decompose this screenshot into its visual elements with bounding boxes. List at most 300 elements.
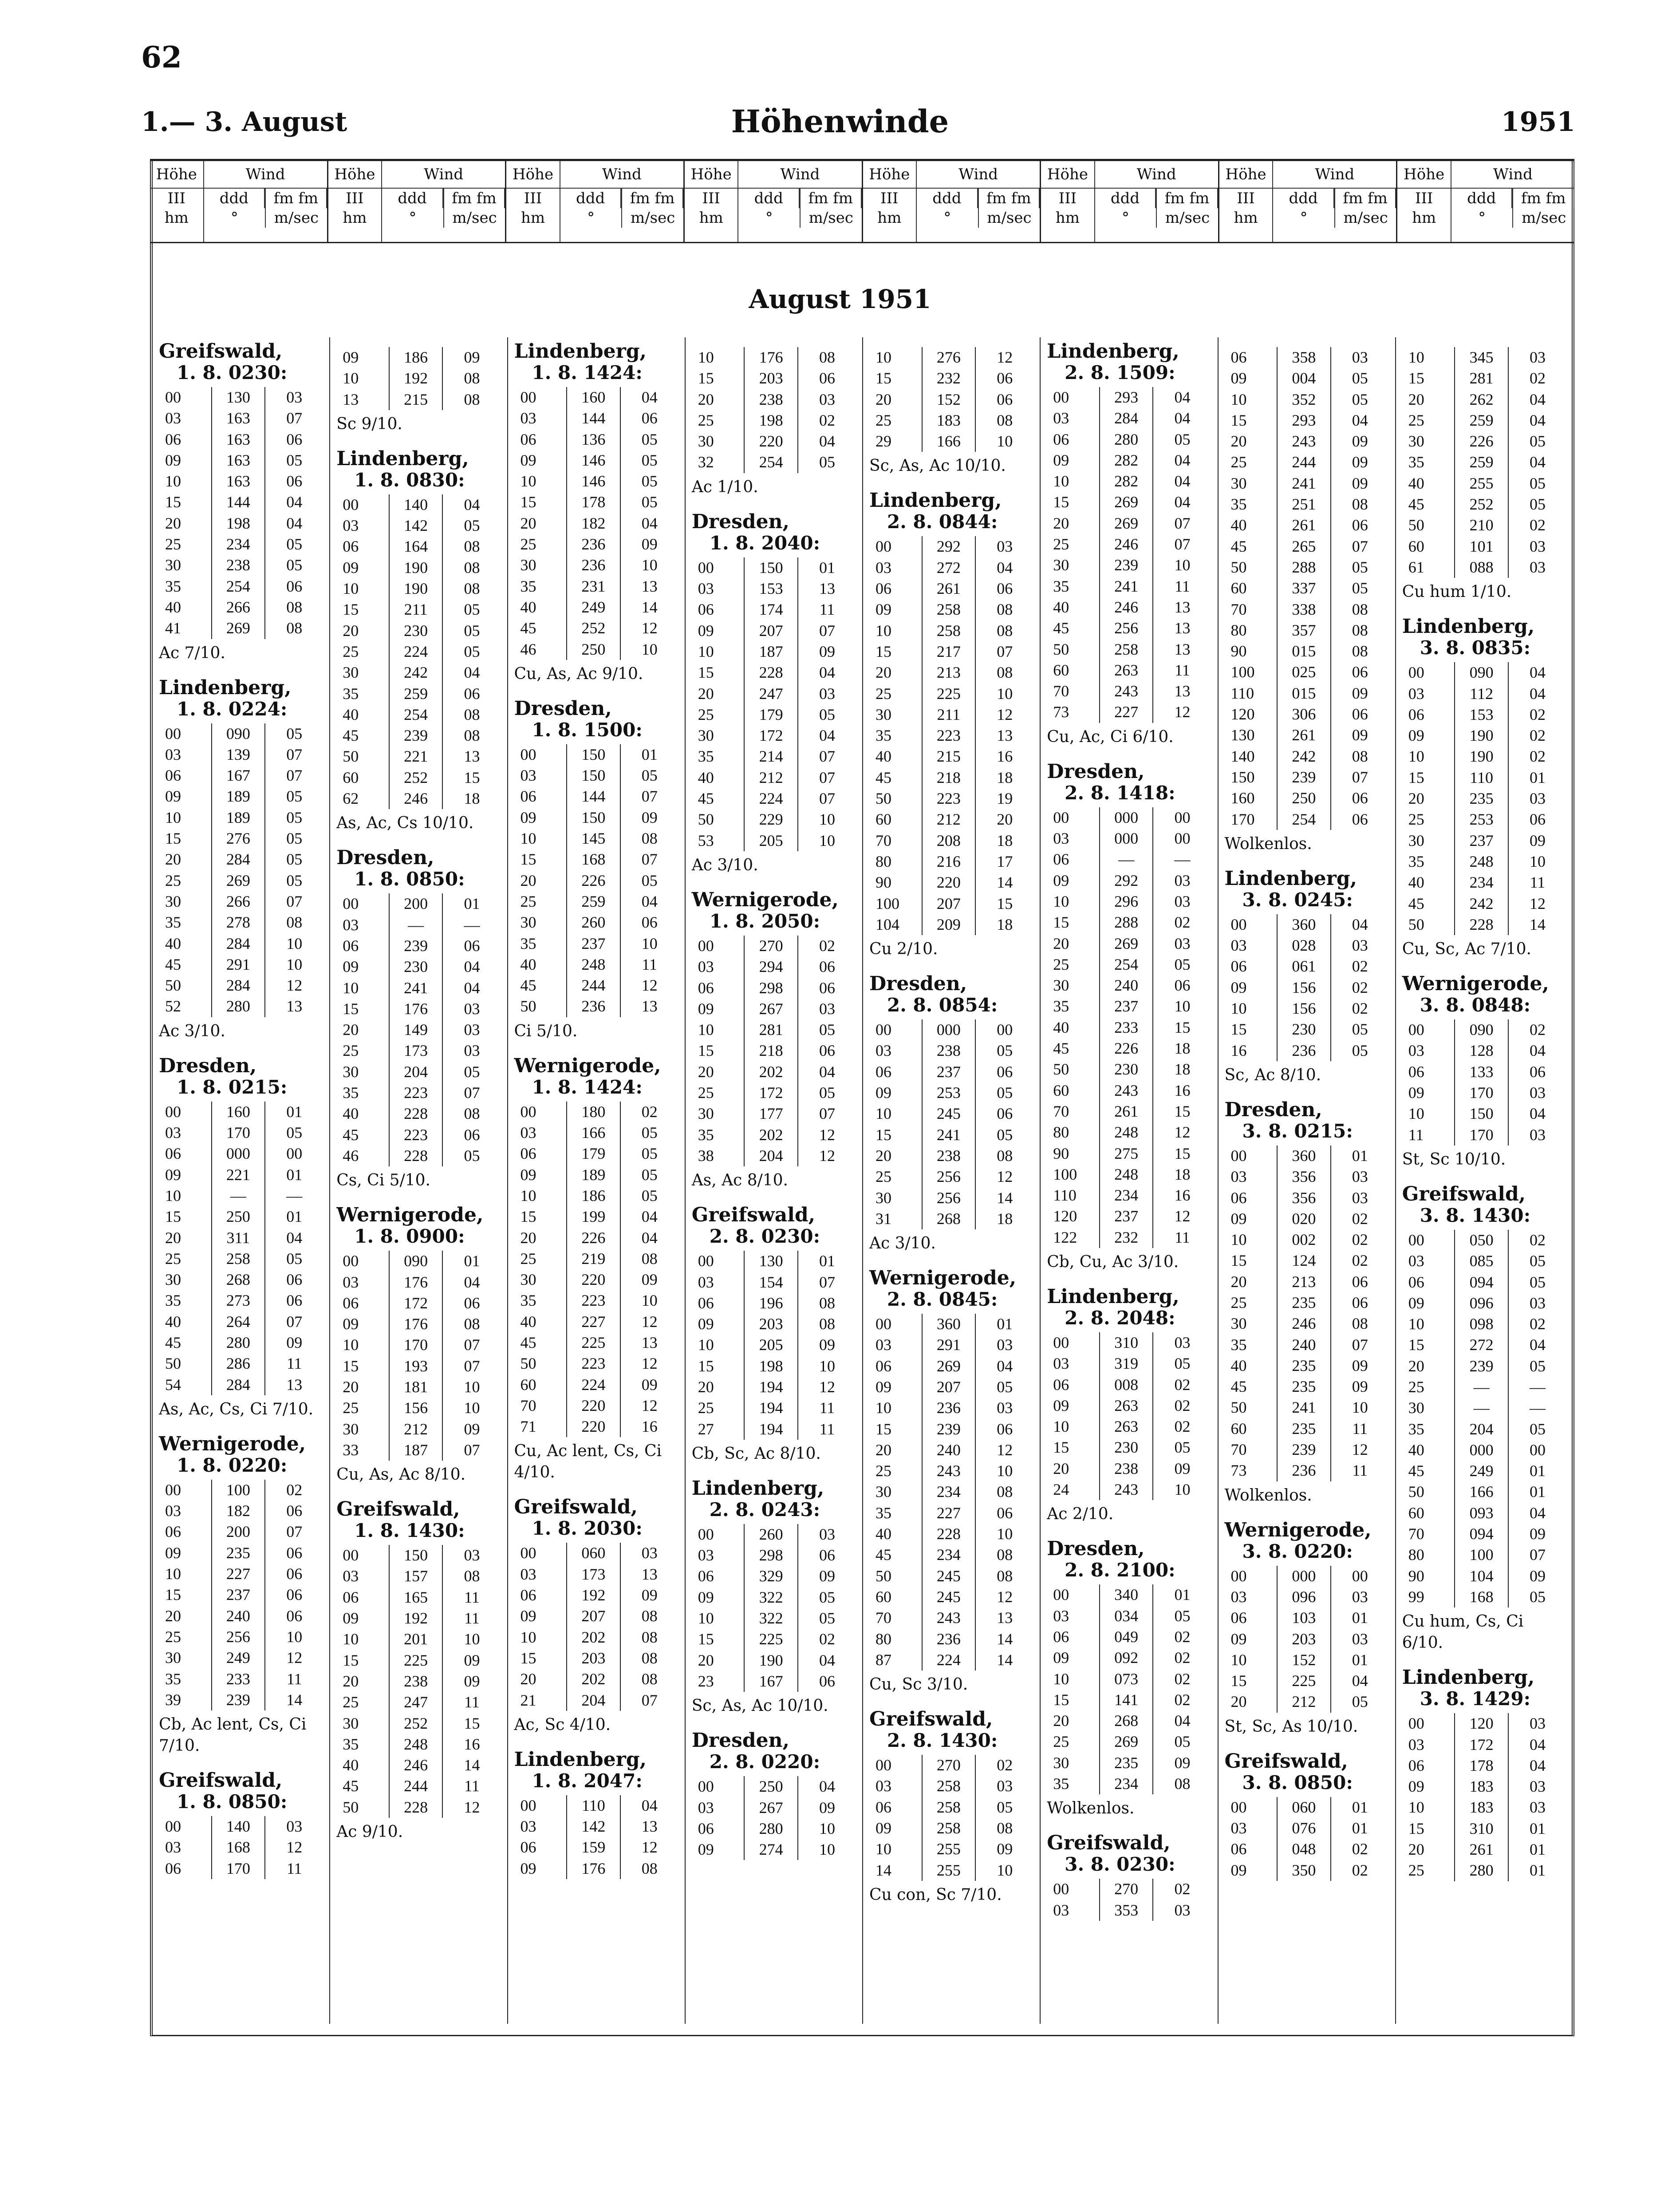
direction-cell: 221 <box>389 746 443 767</box>
height-cell: 50 <box>520 1355 536 1373</box>
table-row <box>336 746 501 767</box>
direction-cell: 230 <box>1099 1059 1153 1080</box>
table-row <box>869 830 1033 851</box>
station-name: Wernigerode, <box>159 1432 306 1455</box>
speed-cell: 03 <box>1352 1630 1368 1648</box>
direction-cell: 167 <box>211 765 265 786</box>
speed-cell: 03 <box>1529 790 1546 808</box>
height-cell: 40 <box>165 1312 181 1331</box>
height-cell: 06 <box>520 1838 536 1856</box>
height-cell: 35 <box>1053 1775 1069 1793</box>
height-label: Höhe <box>506 165 560 189</box>
speed-cell: 07 <box>641 1691 658 1709</box>
table-row <box>336 368 501 389</box>
speed-header <box>979 189 1040 228</box>
height-cell: 15 <box>698 369 714 387</box>
direction-cell: 189 <box>211 807 265 828</box>
height-cell: 45 <box>1408 894 1424 912</box>
direction-cell: 176 <box>389 1272 443 1293</box>
height-cell: 00 <box>1230 1146 1247 1165</box>
speed-cell: 02 <box>1352 999 1368 1018</box>
height-cell: 09 <box>343 958 359 976</box>
speed-cell: 04 <box>1352 1672 1368 1690</box>
speed-cell: 06 <box>286 1586 303 1604</box>
speed-cell: 04 <box>641 892 658 910</box>
height-cell: 20 <box>1408 390 1424 408</box>
direction-unit: ° <box>943 209 951 227</box>
direction-cell: 142 <box>389 515 443 536</box>
height-cell: 39 <box>165 1690 181 1709</box>
observation-time: 1. 8. 1424: <box>532 362 643 383</box>
table-row <box>159 1248 323 1269</box>
height-cell: 35 <box>1230 495 1247 513</box>
speed-cell: 06 <box>286 1291 303 1310</box>
speed-cell: 05 <box>464 1146 480 1165</box>
direction-cell: 061 <box>1277 956 1331 977</box>
table-row <box>1047 807 1211 828</box>
height-cell: 20 <box>165 514 181 532</box>
speed-cell: 15 <box>1174 1144 1191 1162</box>
height-cell: 15 <box>1053 493 1069 511</box>
direction-cell: 220 <box>566 1416 620 1437</box>
table-row <box>159 975 323 996</box>
direction-cell: 230 <box>389 956 443 977</box>
speed-cell: 05 <box>997 1126 1013 1144</box>
speed-cell: 08 <box>1352 642 1368 660</box>
direction-cell: 015 <box>1277 683 1331 704</box>
height-cell: 45 <box>875 1546 891 1564</box>
direction-cell: 164 <box>389 536 443 557</box>
direction-cell: 261 <box>1454 1839 1508 1860</box>
direction-cell: 098 <box>1454 1314 1508 1335</box>
speed-cell: 08 <box>997 600 1013 619</box>
table-row <box>514 408 678 429</box>
table-row <box>1047 660 1211 681</box>
speed-cell: 00 <box>1174 829 1191 848</box>
speed-cell: 02 <box>1352 1840 1368 1858</box>
speed-cell: 06 <box>997 580 1013 598</box>
height-cell: 25 <box>875 1462 891 1480</box>
direction-header <box>738 189 801 228</box>
table-row <box>336 1019 501 1040</box>
speed-cell: 06 <box>464 684 480 703</box>
speed-cell: 01 <box>1352 1651 1368 1669</box>
height-header <box>150 161 204 242</box>
height-cell: 00 <box>698 936 714 955</box>
direction-cell: 235 <box>1277 1376 1331 1397</box>
observation-time: 3. 8. 0220: <box>1242 1540 1353 1562</box>
direction-cell: 247 <box>744 683 798 704</box>
direction-cell: 220 <box>566 1269 620 1290</box>
direction-cell: — <box>389 915 443 936</box>
direction-cell: 360 <box>1277 914 1331 935</box>
direction-cell: 128 <box>1454 1040 1508 1061</box>
speed-cell: 04 <box>1174 451 1191 469</box>
direction-cell: 144 <box>566 786 620 807</box>
table-row <box>159 387 323 408</box>
height-cell: 10 <box>343 1336 359 1354</box>
speed-cell: 05 <box>641 766 658 785</box>
height-cell: 00 <box>875 1756 891 1774</box>
table-row <box>692 1377 856 1398</box>
table-row <box>514 387 678 408</box>
table-row <box>869 1629 1033 1650</box>
direction-cell: 269 <box>1099 933 1153 954</box>
height-cell: 09 <box>1230 1209 1247 1228</box>
direction-cell: 170 <box>211 1858 265 1879</box>
table-row <box>1225 683 1389 704</box>
table-row <box>1047 492 1211 513</box>
table-row <box>869 1209 1033 1229</box>
direction-cell: 189 <box>566 1165 620 1185</box>
table-row <box>514 1858 678 1879</box>
speed-cell: 05 <box>464 621 480 640</box>
direction-cell: 177 <box>744 1103 798 1124</box>
height-cell: 06 <box>1230 1840 1247 1858</box>
speed-cell: — <box>1174 850 1191 869</box>
direction-label: ddd <box>738 189 800 208</box>
direction-cell: 236 <box>566 555 620 576</box>
direction-header <box>560 189 623 228</box>
table-row <box>692 1524 856 1545</box>
speed-cell: 01 <box>1352 1819 1368 1837</box>
table-row <box>1402 1860 1566 1881</box>
speed-cell: 02 <box>1352 1209 1368 1228</box>
height-cell: 03 <box>875 1777 891 1795</box>
direction-cell: 340 <box>1099 1584 1153 1605</box>
height-cell: 100 <box>875 894 899 912</box>
direction-cell: 239 <box>389 936 443 956</box>
table-row <box>514 1564 678 1585</box>
height-cell: 46 <box>520 640 536 658</box>
direction-cell: 238 <box>922 1145 976 1166</box>
table-row <box>336 1545 501 1566</box>
table-row <box>336 1082 501 1103</box>
direction-cell: 224 <box>566 1374 620 1395</box>
height-cell: 30 <box>520 556 536 574</box>
height-label: Höhe <box>150 165 203 189</box>
speed-cell: 07 <box>464 1441 480 1459</box>
direction-cell: 209 <box>922 914 976 935</box>
direction-cell: 226 <box>1454 431 1508 452</box>
table-row <box>1047 1606 1211 1627</box>
direction-cell: 235 <box>1454 788 1508 809</box>
table-row <box>336 347 501 368</box>
speed-cell: 04 <box>641 1208 658 1226</box>
height-cell: 03 <box>1053 1901 1069 1919</box>
height-cell: 30 <box>1053 556 1069 574</box>
height-cell: 30 <box>1408 1399 1424 1417</box>
height-cell: 15 <box>698 664 714 682</box>
table-row <box>159 1311 323 1332</box>
header-group <box>1041 161 1219 242</box>
table-row <box>159 828 323 849</box>
table-row <box>1225 1376 1389 1397</box>
speed-cell: 09 <box>1352 474 1368 492</box>
table-row <box>1225 515 1389 536</box>
height-cell: 122 <box>1053 1228 1077 1246</box>
direction-cell: 234 <box>922 1544 976 1565</box>
height-cell: 45 <box>165 1333 181 1351</box>
table-row <box>1402 1544 1566 1565</box>
direction-cell: 284 <box>211 1374 265 1395</box>
height-cell: 25 <box>165 1627 181 1646</box>
speed-cell: 03 <box>286 388 303 406</box>
height-cell: 03 <box>698 580 714 598</box>
table-row <box>336 662 501 683</box>
direction-cell: 230 <box>1277 1019 1331 1040</box>
direction-cell: 180 <box>566 1102 620 1122</box>
table-row <box>159 912 323 933</box>
table-row <box>692 999 856 1019</box>
direction-cell: 232 <box>922 368 976 389</box>
direction-cell: 242 <box>1454 893 1508 914</box>
speed-cell: 01 <box>1529 768 1546 786</box>
direction-cell: 101 <box>1454 536 1508 557</box>
cloud-note: Ac 2/10. <box>1047 1505 1114 1524</box>
table-row <box>336 1398 501 1418</box>
height-cell: 15 <box>165 493 181 511</box>
table-row <box>692 599 856 620</box>
height-cell: 25 <box>1230 1293 1247 1311</box>
height-cell: 10 <box>698 642 714 660</box>
height-cell: 13 <box>343 390 359 408</box>
height-cell: 40 <box>1053 1018 1069 1036</box>
direction-cell: 176 <box>389 999 443 1019</box>
height-cell: 00 <box>875 1021 891 1039</box>
direction-cell: 265 <box>1277 536 1331 557</box>
table-row <box>692 1419 856 1440</box>
direction-cell: 280 <box>211 1332 265 1353</box>
speed-cell: 13 <box>286 997 303 1015</box>
table-row <box>1047 1731 1211 1752</box>
height-cell: 20 <box>698 684 714 703</box>
height-cell: 10 <box>1408 1798 1424 1817</box>
speed-cell: 05 <box>641 451 658 469</box>
table-row <box>1402 1755 1566 1776</box>
table-row <box>1402 830 1566 851</box>
height-cell: 00 <box>1408 664 1424 682</box>
wind-header <box>382 161 505 242</box>
height-cell: 30 <box>165 1271 181 1289</box>
table-row <box>869 704 1033 725</box>
speed-cell: 07 <box>286 745 303 763</box>
height-cell: 03 <box>165 745 181 763</box>
direction-cell: 215 <box>389 389 443 410</box>
speed-unit: m/sec <box>1165 209 1210 227</box>
direction-cell: 207 <box>744 620 798 641</box>
speed-cell: 01 <box>464 895 480 913</box>
height-cell: 06 <box>520 787 536 806</box>
speed-cell: 10 <box>464 1399 480 1417</box>
speed-cell: 10 <box>819 1840 835 1859</box>
direction-cell: 190 <box>389 578 443 599</box>
direction-cell: 144 <box>566 408 620 429</box>
speed-cell: 05 <box>641 1145 658 1163</box>
station-name: Wernigerode, <box>1224 1518 1372 1541</box>
speed-cell: 04 <box>1174 493 1191 511</box>
speed-cell: 04 <box>641 1796 658 1814</box>
direction-cell: 256 <box>211 1627 265 1647</box>
table-row <box>1047 1627 1211 1647</box>
height-cell: 09 <box>520 451 536 469</box>
height-cell: 15 <box>520 850 536 869</box>
table-row <box>869 1082 1033 1103</box>
height-cell: 32 <box>698 453 714 471</box>
speed-cell: 04 <box>819 664 835 682</box>
direction-cell: 090 <box>389 1251 443 1272</box>
table-row <box>159 597 323 618</box>
speed-cell: 04 <box>1529 390 1546 408</box>
direction-cell: 202 <box>744 1125 798 1145</box>
direction-cell: 000 <box>1099 828 1153 849</box>
direction-cell: 204 <box>744 1145 798 1166</box>
table-row <box>1225 1566 1389 1587</box>
height-cell: 00 <box>1053 1333 1069 1351</box>
speed-cell: 18 <box>1174 1039 1191 1058</box>
table-row <box>1402 1713 1566 1734</box>
direction-unit: ° <box>409 209 417 227</box>
month-heading: August 1951 <box>749 284 931 314</box>
direction-cell: 227 <box>1099 702 1153 723</box>
table-row <box>869 1503 1033 1524</box>
direction-cell: 252 <box>1454 494 1508 515</box>
direction-cell: 181 <box>389 1377 443 1398</box>
direction-cell: 136 <box>566 429 620 450</box>
table-row <box>692 431 856 452</box>
table-row <box>336 1062 501 1082</box>
height-cell: 06 <box>1230 348 1247 366</box>
direction-cell: 270 <box>922 1755 976 1776</box>
speed-cell: 07 <box>286 892 303 910</box>
height-cell: 06 <box>343 936 359 955</box>
speed-cell: 05 <box>286 724 303 742</box>
cloud-note: Cu, As, Ac 8/10. <box>336 1465 466 1484</box>
table-row <box>1225 578 1389 599</box>
table-row <box>869 1188 1033 1209</box>
table-row <box>869 536 1033 557</box>
speed-cell: 05 <box>1174 1607 1191 1625</box>
cloud-note: Cb, Ac lent, Cs, Ci 7/10. <box>159 1715 307 1755</box>
speed-cell: 05 <box>819 1609 835 1627</box>
direction-cell: 150 <box>1454 1103 1508 1124</box>
height-cell: 30 <box>165 556 181 574</box>
table-row <box>869 431 1033 452</box>
observation-time: 2. 8. 0845: <box>887 1288 998 1311</box>
speed-cell: 11 <box>1175 577 1190 595</box>
direction-cell: 239 <box>1277 767 1331 788</box>
table-row <box>692 1839 856 1860</box>
direction-cell: 224 <box>744 788 798 809</box>
table-row <box>1047 1185 1211 1206</box>
table-row <box>1225 1397 1389 1418</box>
speed-cell: 10 <box>997 432 1013 450</box>
table-row <box>1047 1395 1211 1416</box>
speed-cell: — <box>464 916 480 934</box>
table-row <box>1225 1607 1389 1628</box>
direction-cell: 146 <box>566 471 620 492</box>
speed-cell: 02 <box>1529 369 1546 387</box>
table-row <box>869 1356 1033 1377</box>
speed-cell: 18 <box>997 768 1013 786</box>
speed-cell: 07 <box>464 1336 480 1354</box>
speed-cell: 04 <box>1174 1712 1191 1730</box>
height-cell: 10 <box>343 1630 359 1648</box>
speed-cell: 07 <box>1352 1335 1368 1354</box>
height-cell: 15 <box>698 1630 714 1648</box>
speed-cell: 04 <box>286 514 303 532</box>
height-cell: 15 <box>698 1042 714 1060</box>
speed-cell: 12 <box>641 976 658 995</box>
speed-cell: 06 <box>1352 516 1368 534</box>
speed-cell: 12 <box>819 1146 835 1165</box>
direction-cell: 028 <box>1277 935 1331 956</box>
height-cell: 99 <box>1408 1588 1424 1606</box>
table-row <box>869 1818 1033 1839</box>
height-cell: 25 <box>520 892 536 910</box>
speed-cell: 02 <box>1352 1252 1368 1270</box>
direction-cell: 174 <box>744 599 798 620</box>
table-row <box>692 410 856 431</box>
direction-cell: 267 <box>744 1797 798 1818</box>
speed-cell: 09 <box>641 535 658 553</box>
height-cell: 45 <box>520 1333 536 1351</box>
height-cell: 87 <box>875 1651 891 1669</box>
direction-cell: 223 <box>566 1353 620 1374</box>
direction-unit: ° <box>765 209 773 227</box>
direction-cell: 280 <box>1454 1860 1508 1881</box>
height-cell: 03 <box>343 1567 359 1585</box>
speed-cell: 03 <box>997 1777 1013 1795</box>
table-row <box>1402 1797 1566 1818</box>
height-cell: 03 <box>165 1838 181 1856</box>
height-cell: 03 <box>165 1124 181 1142</box>
speed-cell: 14 <box>997 1630 1013 1648</box>
speed-cell: 10 <box>641 640 658 658</box>
speed-cell: 11 <box>1175 661 1190 679</box>
direction-cell: 015 <box>1277 641 1331 662</box>
table-row <box>336 683 501 704</box>
height-cell: 15 <box>520 1208 536 1226</box>
direction-cell: 281 <box>1454 368 1508 389</box>
direction-cell: 245 <box>922 1587 976 1607</box>
speed-cell: 03 <box>1529 1798 1546 1817</box>
speed-cell: 12 <box>641 1396 658 1414</box>
speed-cell: 08 <box>286 619 303 637</box>
height-cell: 00 <box>165 388 181 406</box>
speed-cell: 12 <box>997 1588 1013 1606</box>
height-cell: 09 <box>698 621 714 640</box>
cloud-note: Cu, Ac, Ci 6/10. <box>1047 727 1174 746</box>
observation-time: 3. 8. 0215: <box>1242 1120 1353 1142</box>
direction-label: ddd <box>560 189 622 208</box>
table-row <box>159 996 323 1017</box>
speed-cell: 04 <box>1352 411 1368 429</box>
direction-cell: 248 <box>566 954 620 975</box>
cloud-note: Sc, Ac 8/10. <box>1224 1066 1321 1084</box>
height-cell: 20 <box>1053 1712 1069 1730</box>
speed-cell: 05 <box>464 517 480 535</box>
height-header <box>328 161 383 242</box>
speed-cell: 18 <box>997 831 1013 849</box>
table-row <box>514 1165 678 1185</box>
direction-cell: 092 <box>1099 1647 1153 1668</box>
table-row <box>336 1103 501 1124</box>
station-name: Greifswald, <box>336 1498 460 1521</box>
table-row <box>1047 471 1211 492</box>
speed-cell: 05 <box>1529 1588 1546 1606</box>
height-unit1: III <box>346 190 364 207</box>
